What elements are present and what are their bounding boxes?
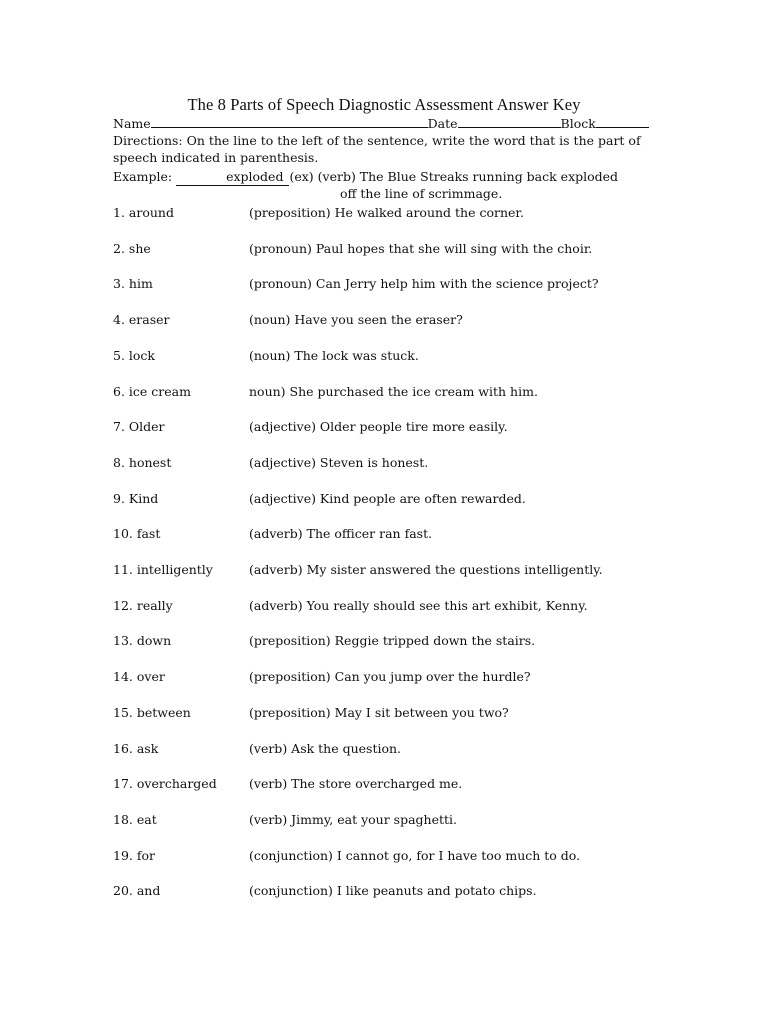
answer-word: 18. eat [113, 811, 157, 827]
answer-row [113, 668, 733, 686]
answer-word: 15. between [113, 704, 191, 720]
answer-word: 14. over [113, 669, 165, 685]
answer-row [113, 204, 733, 222]
answer-word: 2. she [113, 240, 151, 256]
sentence-text: noun) She purchased the ice cream with him. [249, 383, 538, 399]
block-label: Block [560, 116, 596, 131]
answer-word: 13. down [113, 633, 172, 649]
example-line [113, 169, 618, 186]
answer-row [113, 775, 733, 793]
answer-row [113, 275, 733, 293]
answer-word: 10. fast [113, 526, 161, 542]
answer-word: 5. lock [113, 347, 155, 363]
block-field[interactable] [596, 115, 649, 128]
answer-row [113, 847, 733, 865]
answer-row [113, 418, 733, 436]
sentence-text: (verb) The store overcharged me. [249, 776, 463, 792]
answer-word: 11. intelligently [113, 562, 213, 577]
sentence-text: (adjective) Older people tire more easily. [249, 419, 508, 435]
answer-word: 16. ask [113, 740, 159, 756]
directions-line-1: Directions: On the line to the left of the sentence, write the word that is the part of [113, 133, 641, 148]
answer-word: 7. Older [113, 419, 165, 435]
page-title: The 8 Parts of Speech Diagnostic Assessment Answer Key [187, 95, 581, 114]
answer-row [113, 882, 733, 900]
answer-word: 3. him [113, 276, 153, 292]
sentence-text: (preposition) He walked around the corner. [249, 205, 525, 220]
date-field[interactable] [458, 115, 561, 128]
directions-line-2: speech indicated in parenthesis. [113, 150, 319, 165]
answer-row [113, 740, 733, 758]
sentence-text: (adverb) You really should see this art exhibit, Kenny. [249, 597, 588, 613]
answer-row [113, 454, 733, 472]
answer-word: 4. eraser [113, 312, 170, 328]
sentence-text: (preposition) Can you jump over the hurdle? [249, 669, 531, 685]
sentence-text: (noun) The lock was stuck. [249, 347, 419, 363]
answer-row [113, 525, 733, 543]
sentence-text: (adverb) My sister answered the questions intelligently. [249, 562, 603, 577]
answer-word: 20. and [113, 883, 161, 899]
name-label: Name [113, 116, 151, 131]
answer-word: 8. honest [113, 454, 172, 470]
answer-row [113, 240, 733, 258]
answer-word: 1. around [113, 205, 174, 220]
example-answer: exploded [176, 169, 289, 186]
answer-row [113, 347, 733, 365]
sentence-text: (adjective) Kind people are often rewarded. [249, 490, 526, 506]
sentence-text: (conjunction) I cannot go, for I have too much to do. [249, 847, 581, 863]
example-continuation: off the line of scrimmage. [340, 186, 503, 201]
answer-row [113, 490, 733, 508]
answer-row [113, 597, 733, 615]
answer-row [113, 811, 733, 829]
name-field[interactable] [151, 115, 428, 128]
sentence-text: (conjunction) I like peanuts and potato chips. [249, 883, 537, 899]
sentence-text: (pronoun) Paul hopes that she will sing with the choir. [249, 240, 593, 256]
example-label: Example: [113, 169, 173, 184]
sentence-text: (pronoun) Can Jerry help him with the science project? [249, 276, 599, 292]
answer-row [113, 561, 733, 579]
answer-word: 19. for [113, 847, 155, 863]
sentence-text: (verb) Jimmy, eat your spaghetti. [249, 811, 457, 827]
sentence-text: (preposition) May I sit between you two? [249, 704, 509, 720]
date-label: Date [427, 116, 458, 131]
example-tag: (ex) (verb) The Blue Streaks running back exploded [289, 169, 619, 184]
answer-word: 17. overcharged [113, 776, 217, 792]
answer-row [113, 311, 733, 329]
answer-word: 12. really [113, 597, 173, 613]
answer-row [113, 704, 733, 722]
sentence-text: (adjective) Steven is honest. [249, 454, 429, 470]
sentence-text: (preposition) Reggie tripped down the stairs. [249, 633, 536, 649]
sentence-text: (noun) Have you seen the eraser? [249, 312, 463, 328]
header-line [113, 115, 649, 132]
answer-word: 6. ice cream [113, 383, 191, 399]
answer-row [113, 632, 733, 650]
sentence-text: (verb) Ask the question. [249, 740, 402, 756]
answer-row [113, 383, 733, 401]
answer-word: 9. Kind [113, 490, 159, 506]
sentence-text: (adverb) The officer ran fast. [249, 526, 433, 542]
